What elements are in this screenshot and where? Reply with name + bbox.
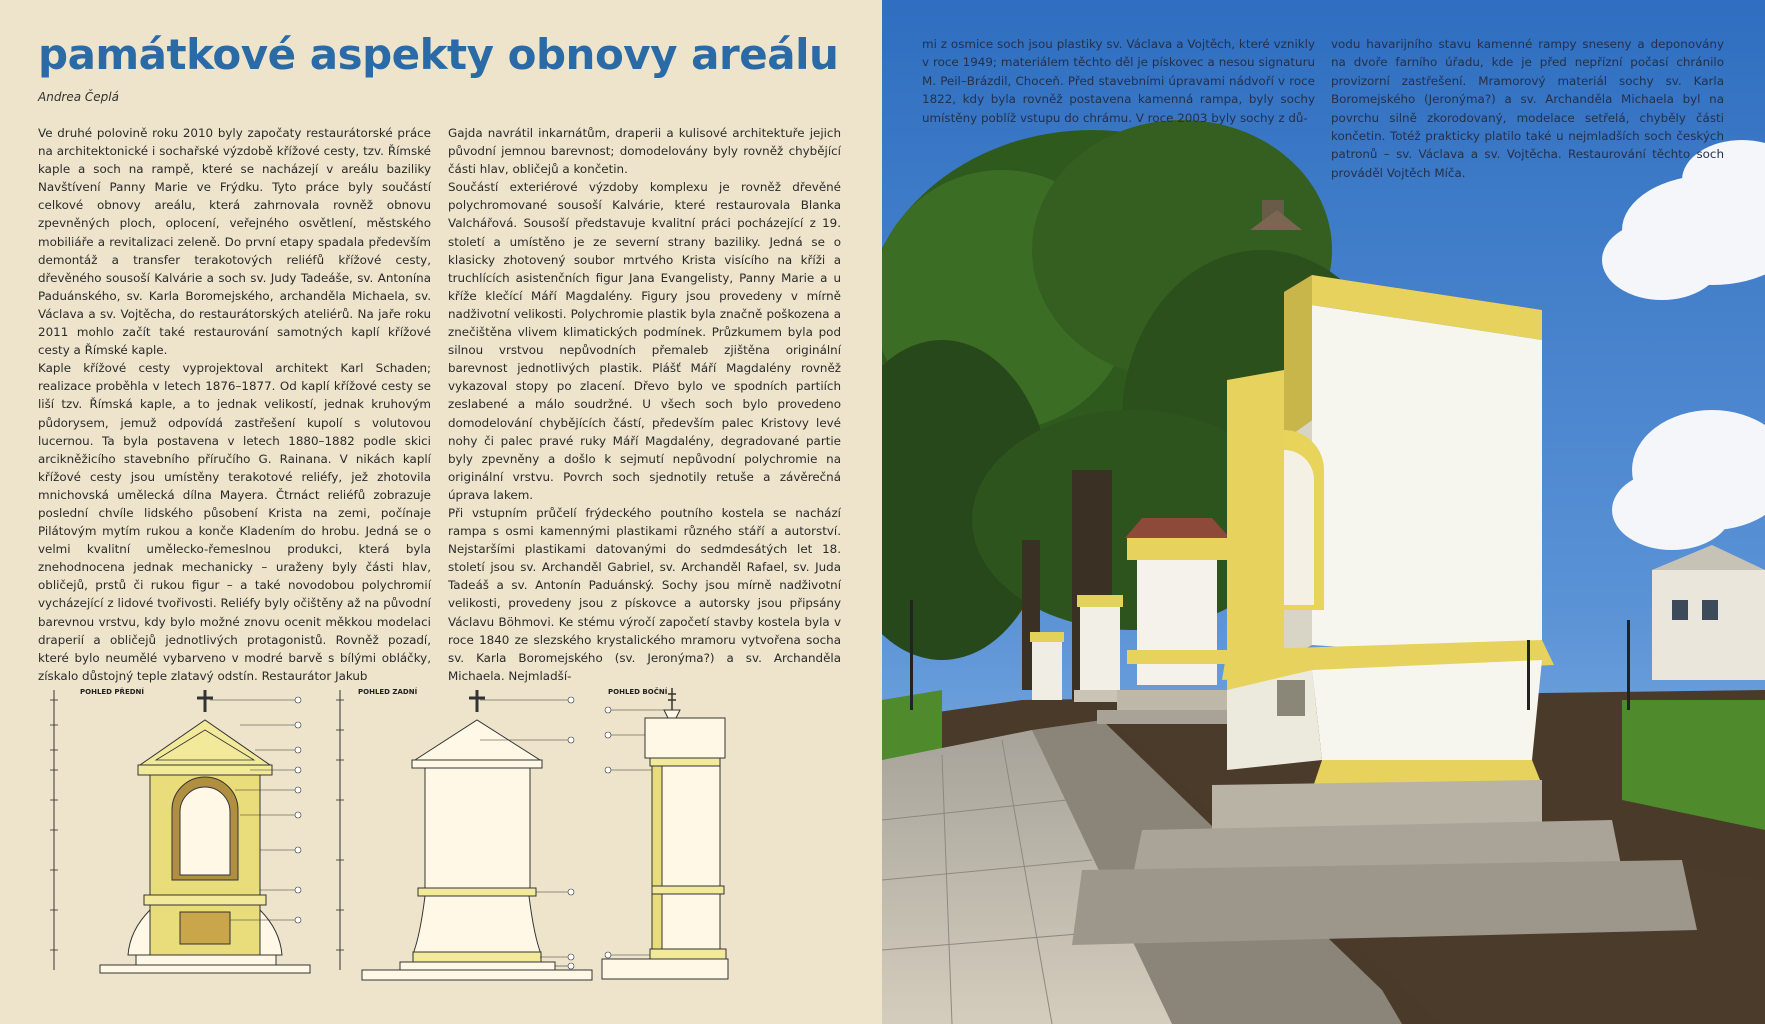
paragraph: Gajda navrátil inkarnátům, draperii a kulisové architektuře jejich původní jemnou barevnost; domodelovány byly rovněž chybějící části hlav, obličejů a končetin. [448, 126, 841, 177]
side-view-drawing [602, 687, 728, 979]
text-column-3 [922, 35, 1315, 127]
paragraph: Při vstupním průčelí frýdeckého poutního kostela se nachází rampa s osmi kamennými plastikami různého stáří a autorství. Nejstaršími plastikami datovanými do sedmdesátých let 18. století jsou sv. Archanděl Gabriel, sv. Archanděl Rafael, sv. Juda Tadeáš a sv. Antonín Paduánský. Sochy jsou mírně nadživotní velikosti, provedeny jsou z pískovce a autorsky jsou připsány Václavu Böhmovi. Ke stému výročí započetí stavby kostela byla v roce 1840 ze slezského krystalického mramoru vytvořena socha sv. Karla Boromejského (sv. Jeronýma?) a sv. Archanděla Michaela. Nejmladší- [448, 505, 841, 683]
page-title: památkové aspekty obnovy areálu [38, 30, 839, 79]
side-view-label: POHLED BOČNÍ [608, 688, 668, 696]
right-page [882, 0, 1765, 1024]
text-column-4 [1331, 35, 1724, 182]
paragraph: Součástí exteriérové výzdoby komplexu je rovněž dřevěné polychromované sousoší Kalvárie, které restaurovala Blanka Valchářová. Sousoší představuje kvalitní práci pocházející z 19. století a umístěno je ze severní strany baziliky. Jedná se o klasicky zhotovený soubor mrtvého Krista visícího na kříži a truchlících asistenčních figur Jana Evangelisty, Panny Marie a u kříže klečící Máří Magdalény. Figury jsou provedeny v mírně nadživotní velikosti. Polychromie plastik byla značně poškozena a znečištěna vlivem klimatických podmínek. Průzkumem byla pod silnou vrstvou nepůvodních přemaleb zjištěna originální barevnost jednotlivých plastik. Plášť Máří Magdalény rovněž vykazoval stopy po zlacení. Dřevo bylo ve spodních partiích zeslabené a málo soudržné. U všech soch bylo provedeno domodelování chybějících částí, především palec Kristovy levé nohy či palec pravé ruky Máří Magdalény, degradované partie byly zpevněny a došlo k sejmutí nepůvodní polychromie na originální vrstvu. Povrch soch sjednotily retuše a závěrečná úprava lakem. [448, 180, 841, 502]
paragraph: Ve druhé polovině roku 2010 byly započaty restaurátorské práce na architektonické i sochařské výzdobě křížové cesty, tzv. Římské kaple a soch na rampě, které se nacházejí v areálu baziliky Navštívení Panny Marie ve Frýdku. Tyto práce byly součástí celkové obnovy areálu, která zahrnovala rovněž obnovu zpevněných ploch, oplocení, veřejného osvětlení, městského mobiliáře a revitalizaci zeleně. Do první etapy spadala především demontáž a transfer terakotových reliéfů křížové cesty, dřevěného sousoší Kalvárie a soch sv. Judy Tadeáše, sv. Antonína Paduánského, sv. Karla Boromejského, archanděla Michaela, sv. Václava a sv. Vojtěcha, do restaurátorských ateliérů. Na jaře roku 2011 mohlo začít také restaurování samotných kaplí křížové cesty a Římské kaple. [38, 126, 431, 358]
paragraph: mi z osmice soch jsou plastiky sv. Václava a Vojtěch, které vznikly v roce 1949; materiálem těchto děl je pískovec a nesou signaturu M. Peil–Brázdil, Choceň. Před stavebními úpravami nádvoří v roce 1822, kdy byla rovněž postavena kamenná rampa, byly sochy umístěny poblíž vstupu do chrámu. V roce 2003 byly sochy z dů- [922, 37, 1315, 125]
front-view-label: POHLED PŘEDNÍ [80, 688, 145, 696]
back-view-label: POHLED ZADNÍ [358, 688, 418, 696]
back-view-drawing [336, 687, 592, 980]
text-column-1 [38, 124, 431, 685]
front-view-drawing [50, 687, 310, 973]
chapel-drawings [40, 680, 840, 1000]
text-column-2 [448, 124, 841, 685]
paragraph: Kaple křížové cesty vyprojektoval architekt Karl Schaden; realizace proběhla v letech 1876–1877. Od kaplí křížové cesty se liší tzv. Římská kaple, a to jednak velikostí, jednak kruhovým půdorysem, jemuž odpovídá zastřešení kupolí s volutovou lucernou. Ta byla postavena v letech 1880–1882 podle skici arcikněžicího stavebního příručího G. Rainana. V nikách kaplí křížové cesty jsou umístěny terakotové reliéfy, jež zhotovila mnichovská umělecká dílna Mayera. Čtrnáct reliéfů zobrazuje poslední chvíle lidského působení Krista na zemi, počínaje Pilátovým mytím rukou a konče Kladením do hrobu. Jedná se o velmi kvalitní umělecko-řemeslnou produkci, která byla znehodnocena jednak mechanicky – uraženy byly části hlav, obličejů, prstů či rukou figur – a také novodobou polychromií vycházející z lidové tvořivosti. Reliéfy byly očištěny až na původní barevnou vrstvu, kdy bylo možné znovu ocenit měkkou modelaci draperií a obličejů jednotlivých protagonistů. Rovněž pozadí, které bylo neumělé vybarveno v modré barvě s bílými obláčky, získalo důstojný teple zlatavý odstín. Restaurátor Jakub [38, 361, 431, 683]
paragraph: vodu havarijního stavu kamenné rampy sneseny a deponovány na dvoře farního úřadu, kde je před nepřízní počasí chránilo provizorní zastřešení. Mramorový materiál sochy sv. Karla Boromejského (Jeronýma?) a sv. Archanděla Michaela byl na povrchu silně zkorodovaný, modelace setřelá, chyběly části končetin. Totéž prakticky platilo také u nejmladších soch českých patronů – sv. Václava a sv. Vojtěcha. Restaurování těchto soch prováděl Vojtěch Míča. [1331, 37, 1724, 180]
left-page [0, 0, 882, 1024]
author-name: Andrea Čeplá [38, 90, 119, 104]
